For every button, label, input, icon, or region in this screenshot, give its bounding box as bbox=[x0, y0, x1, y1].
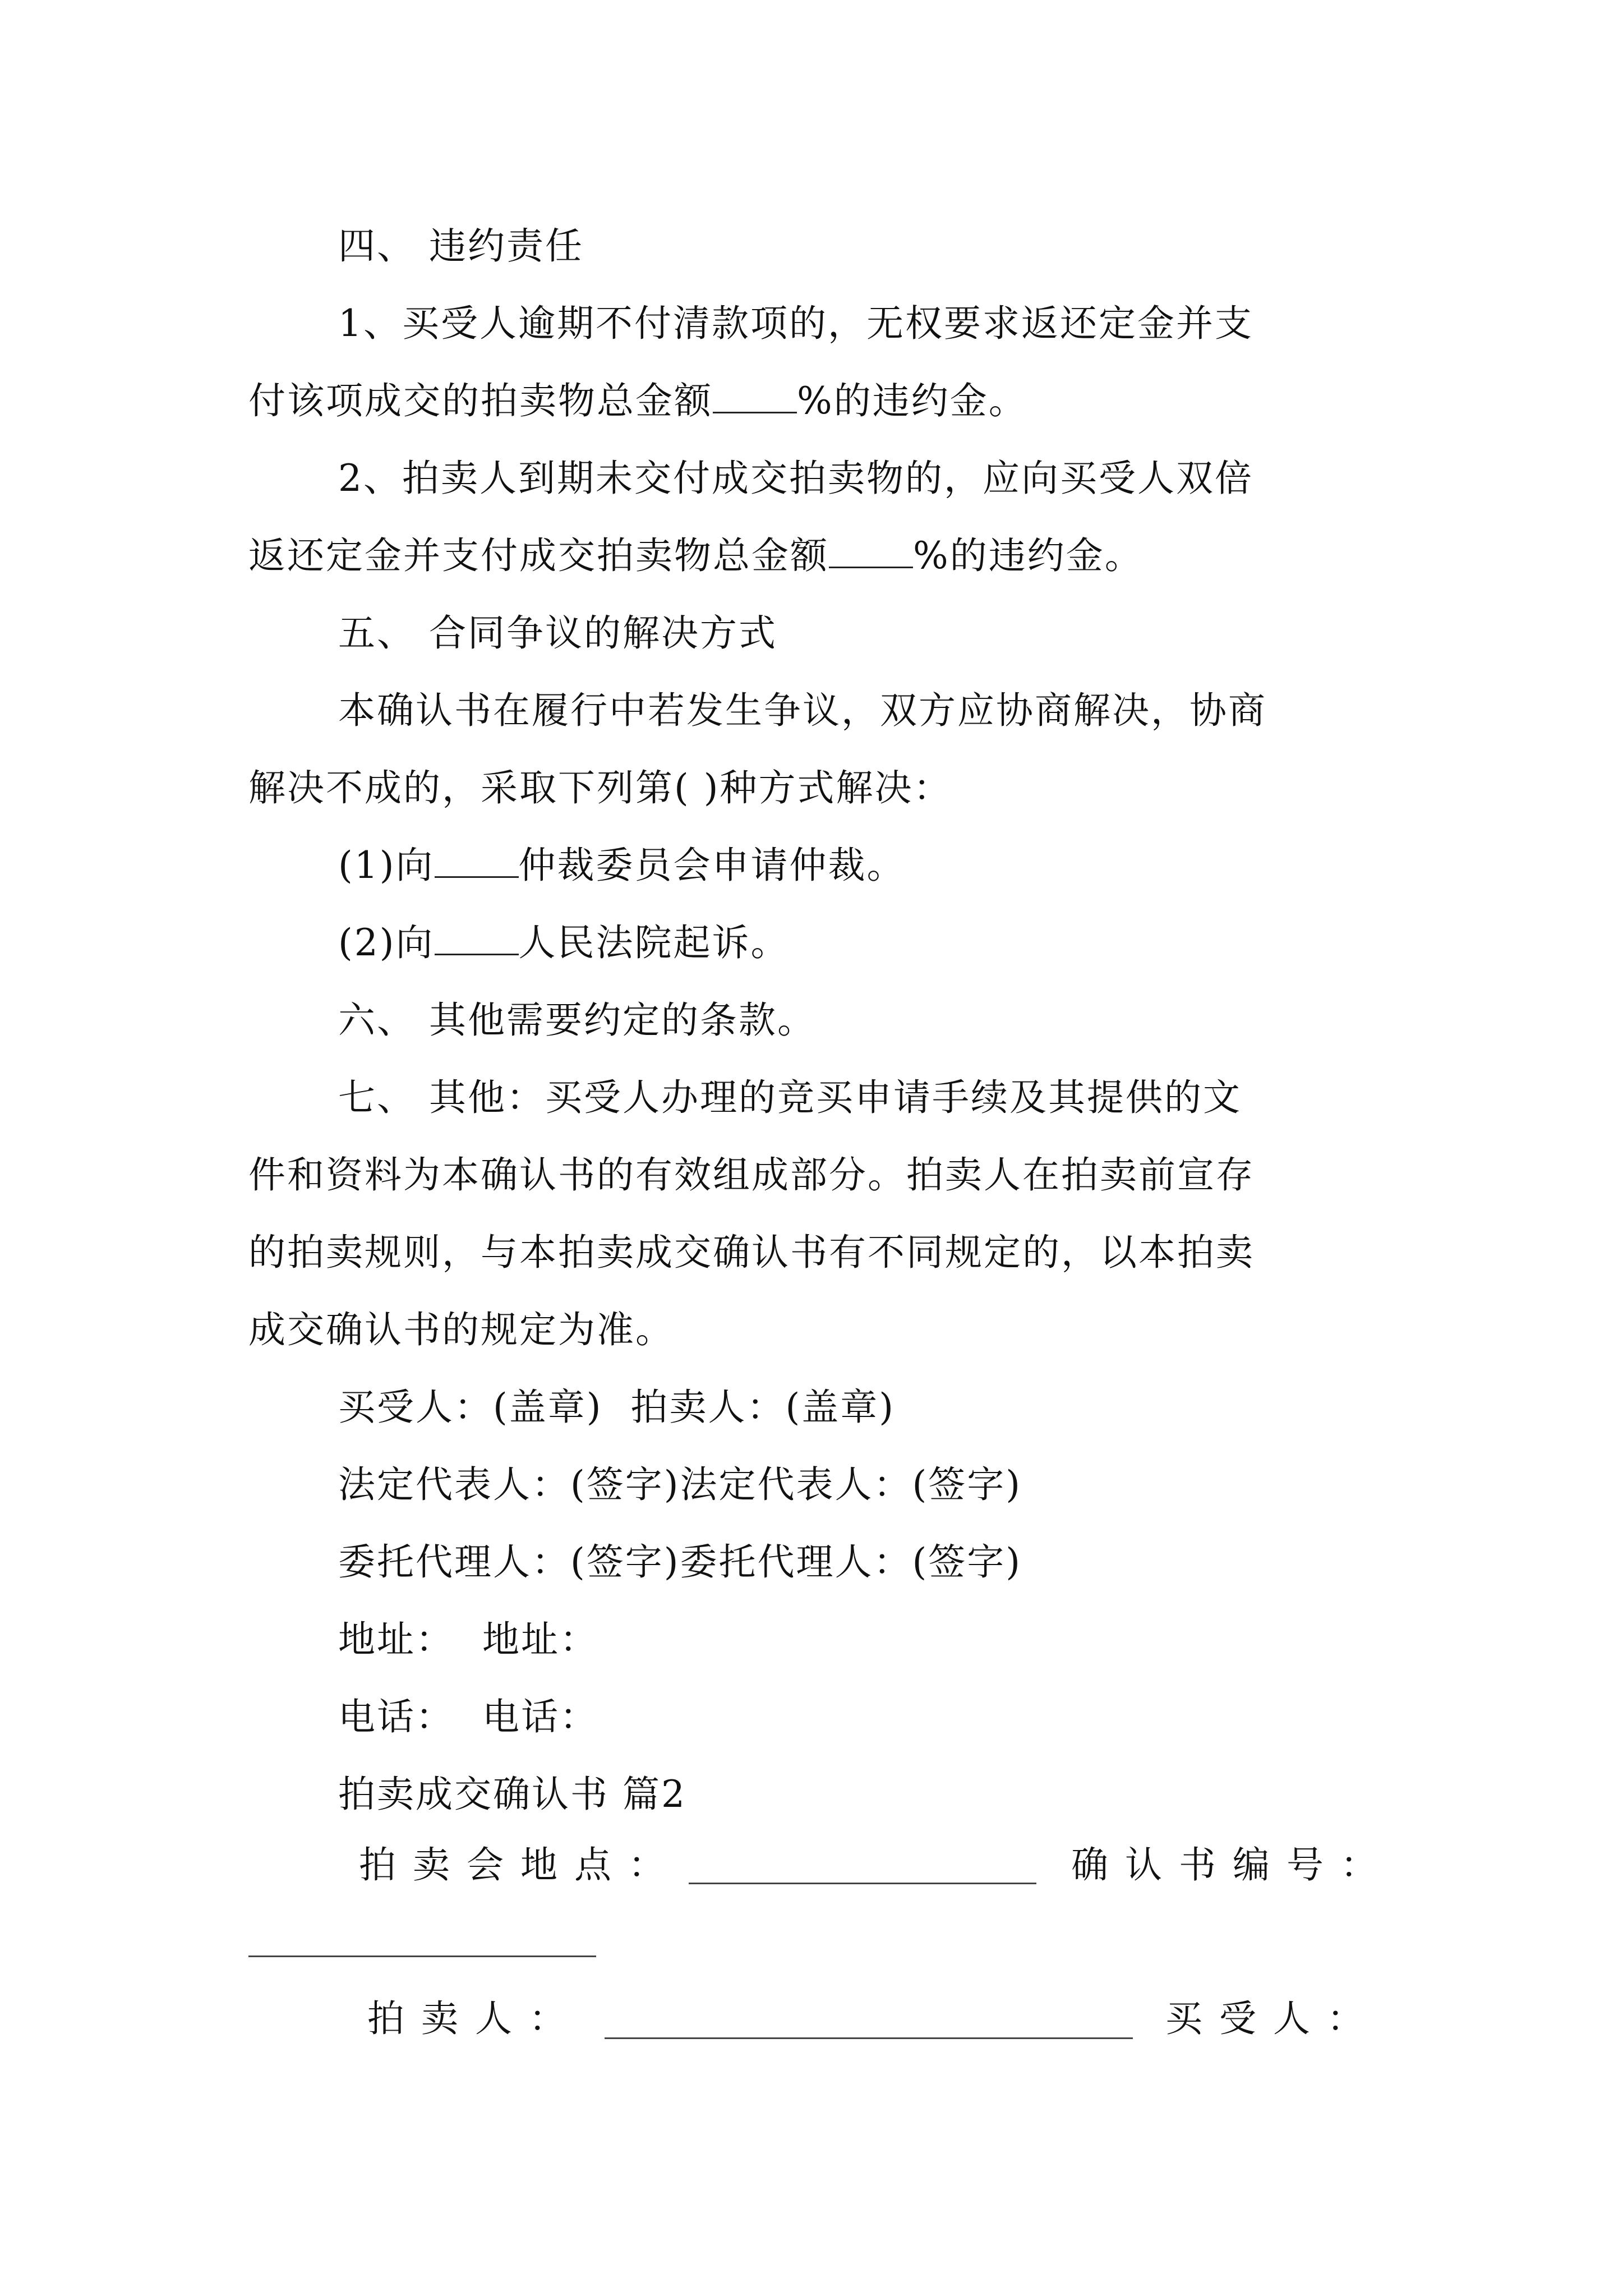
signature-line bbox=[248, 1601, 1378, 1678]
number-blank bbox=[248, 1955, 596, 1957]
phone-label: 电话： bbox=[338, 1695, 454, 1738]
paragraph-text: 返还定金并支付成交拍卖物总金额 bbox=[248, 534, 829, 577]
number-label: 确认书编号： bbox=[1071, 1843, 1394, 1887]
signature-line bbox=[248, 1446, 1378, 1524]
paragraph-line bbox=[248, 440, 1378, 517]
address-label: 地址： bbox=[338, 1618, 454, 1661]
paragraph-text: 2、拍卖人到期未交付成交拍卖物的，应向买受人双倍 bbox=[338, 457, 1253, 500]
section-heading: 六、 其他需要约定的条款。 bbox=[338, 999, 816, 1042]
option-line bbox=[248, 904, 1378, 982]
paragraph-line bbox=[248, 362, 1378, 440]
paragraph-text: 本确认书在履行中若发生争议，双方应协商解决，协商 bbox=[338, 689, 1267, 732]
paragraph-line bbox=[248, 672, 1378, 749]
paragraph-line: 的拍卖规则，与本拍卖成交确认书有不同规定的，以本拍卖 bbox=[248, 1231, 1255, 1274]
seller-label: 拍卖人： bbox=[367, 1997, 583, 2040]
option-line bbox=[248, 827, 1378, 904]
signature-line bbox=[248, 1369, 1378, 1446]
paragraph-line bbox=[248, 285, 1378, 362]
paragraph-line: 件和资料为本确认书的有效组成部分。拍卖人在拍卖前宣存 bbox=[248, 1153, 1255, 1197]
seller-seal-label: 拍卖人：(盖章) bbox=[630, 1386, 895, 1429]
legal-rep-label: 法定代表人：(签字) bbox=[680, 1463, 1022, 1506]
buyer-seal-label: 买受人：(盖章) bbox=[338, 1386, 603, 1429]
paragraph-line bbox=[248, 1059, 1378, 1137]
paragraph-line bbox=[248, 517, 1378, 595]
paragraph-text: %的违约金。 bbox=[797, 379, 1027, 422]
fill-in-blank bbox=[435, 844, 519, 878]
section-heading: 五、 合同争议的解决方式 bbox=[338, 611, 777, 655]
agent-label: 委托代理人：(签字) bbox=[338, 1540, 680, 1584]
option-text: 仲裁委员会申请仲裁。 bbox=[518, 844, 906, 887]
fill-in-blank bbox=[829, 534, 913, 568]
option-text: 人民法院起诉。 bbox=[518, 921, 790, 964]
paragraph-text: 付该项成交的拍卖物总金额 bbox=[248, 379, 713, 422]
venue-blank bbox=[689, 1883, 1036, 1884]
signature-line bbox=[248, 1524, 1378, 1601]
document-body bbox=[248, 208, 1378, 1833]
paragraph-line: 解决不成的，采取下列第( )种方式解决： bbox=[248, 766, 952, 809]
option-text: (2)向 bbox=[338, 921, 435, 964]
paragraph-text: %的违约金。 bbox=[913, 534, 1144, 577]
paragraph-text: 1、买受人逾期不付清款项的，无权要求返还定金并支 bbox=[338, 302, 1253, 345]
option-text: (1)向 bbox=[338, 844, 435, 887]
buyer-label: 买受人： bbox=[1165, 1997, 1381, 2040]
address-label: 地址： bbox=[482, 1618, 598, 1661]
legal-rep-label: 法定代表人：(签字) bbox=[338, 1463, 680, 1506]
seller-blank bbox=[605, 2037, 1133, 2039]
paragraph-line: 成交确认书的规定为准。 bbox=[248, 1308, 674, 1351]
venue-label: 拍卖会地点： bbox=[359, 1843, 682, 1887]
fill-in-blank bbox=[713, 379, 797, 413]
part-title: 拍卖成交确认书 篇2 bbox=[338, 1773, 686, 1816]
section-heading: 四、 违约责任 bbox=[338, 224, 584, 268]
fill-in-blank bbox=[435, 921, 519, 955]
paragraph-text: 七、 其他：买受人办理的竞买申请手续及其提供的文 bbox=[338, 1076, 1242, 1119]
phone-label: 电话： bbox=[482, 1695, 598, 1738]
agent-label: 委托代理人：(签字) bbox=[680, 1540, 1022, 1584]
signature-line bbox=[248, 1678, 1378, 1756]
